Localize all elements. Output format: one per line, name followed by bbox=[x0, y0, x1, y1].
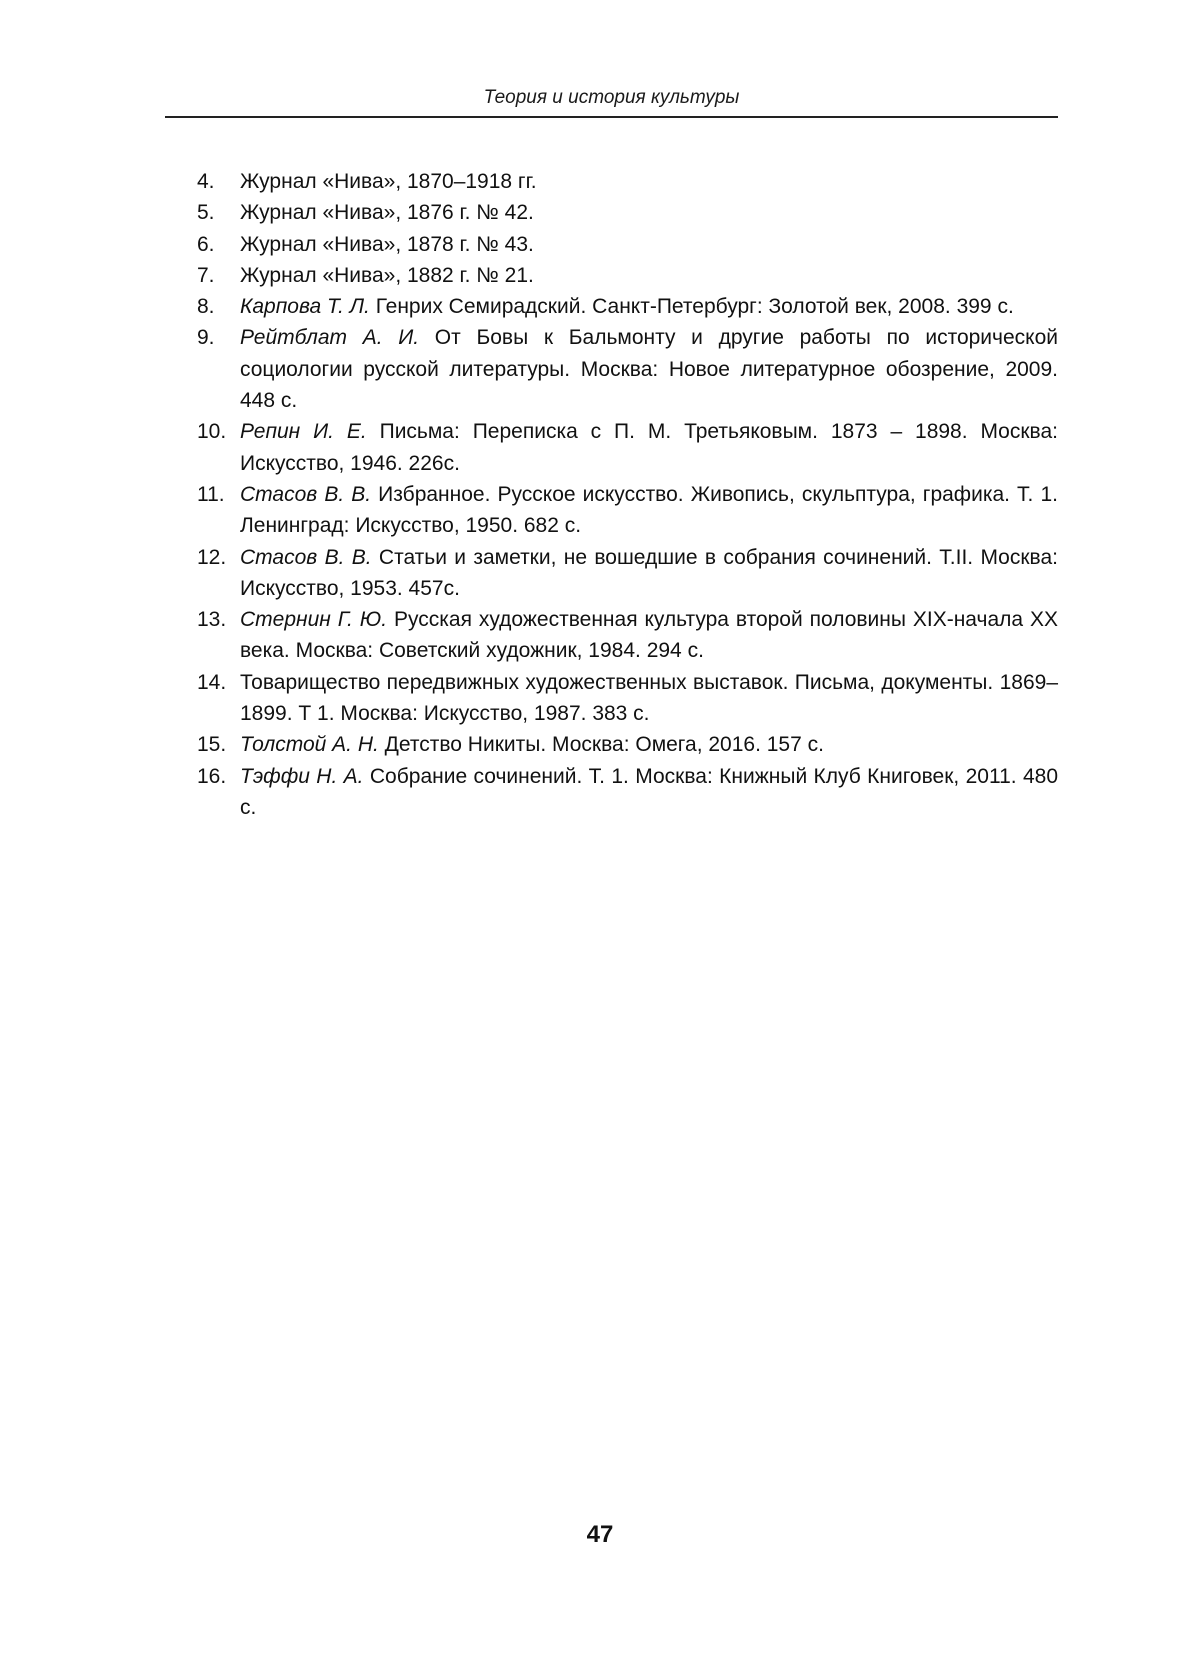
reference-number: 13. bbox=[197, 608, 227, 632]
reference-author: Стернин Г. Ю. bbox=[240, 608, 388, 632]
reference-author: Рейтблат А. И. bbox=[240, 326, 420, 350]
reference-text: Журнал «Нива», 1882 г. № 21. bbox=[240, 263, 534, 287]
reference-item bbox=[197, 291, 1058, 322]
reference-number: 4. bbox=[197, 170, 215, 193]
reference-number: 14. bbox=[197, 670, 227, 694]
reference-item bbox=[197, 667, 1058, 730]
reference-list bbox=[197, 166, 1058, 823]
reference-number: 8. bbox=[197, 295, 215, 319]
reference-text: Товарищество передвижных художественных выставок. Письма, документы. 1869–1899. Т 1. Москва: Искусство, 1987. 383 с. bbox=[240, 670, 1058, 726]
reference-number: 9. bbox=[197, 326, 215, 350]
reference-author: Репин И. Е. bbox=[240, 420, 367, 444]
reference-text: Избранное. Русское искусство. Живопись, скульптура, графика. Т. 1. Ленинград: Искусство, 1950. 682 с. bbox=[240, 482, 1058, 538]
reference-item bbox=[197, 197, 1058, 228]
reference-number: 12. bbox=[197, 545, 227, 569]
reference-item bbox=[197, 604, 1058, 667]
header-rule bbox=[165, 116, 1058, 118]
reference-number: 7. bbox=[197, 263, 215, 287]
reference-text: Журнал «Нива», 1870–1918 гг. bbox=[240, 170, 537, 193]
reference-item bbox=[197, 729, 1058, 760]
reference-item bbox=[197, 542, 1058, 605]
reference-text: Русская художественная культура второй половины XIX-начала XX века. Москва: Советский художник, 1984. 294 с. bbox=[240, 608, 1058, 663]
reference-item bbox=[197, 229, 1058, 260]
reference-text: Журнал «Нива», 1876 г. № 42. bbox=[240, 201, 534, 225]
reference-text: Генрих Семирадский. Санкт-Петербург: Золотой век, 2008. 399 с. bbox=[369, 295, 1014, 319]
reference-author: Стасов В. В. bbox=[240, 482, 372, 506]
reference-item bbox=[197, 761, 1058, 824]
reference-text: Статьи и заметки, не вошедшие в собрания сочинений. Т.II. Москва: Искусство, 1953. 457с. bbox=[240, 545, 1058, 600]
reference-number: 11. bbox=[197, 482, 225, 506]
reference-text: Журнал «Нива», 1878 г. № 43. bbox=[240, 232, 534, 256]
reference-text: Собрание сочинений. Т. 1. Москва: Книжный Клуб Книговек, 2011. 480 с. bbox=[240, 764, 1059, 819]
reference-number: 10. bbox=[197, 420, 227, 444]
reference-number: 16. bbox=[197, 764, 227, 788]
reference-number: 15. bbox=[197, 733, 227, 757]
reference-item bbox=[197, 260, 1058, 291]
reference-item bbox=[197, 166, 1058, 197]
reference-text: Детство Никиты. Москва: Омега, 2016. 157 с. bbox=[378, 733, 824, 757]
reference-text: От Бовы к Бальмонту и другие работы по исторической социологии русской литературы. Москва: Новое литературное обозрение, 2009. 448 с. bbox=[240, 326, 1058, 413]
reference-author: Толстой А. Н. bbox=[240, 733, 379, 757]
reference-item bbox=[197, 416, 1058, 479]
reference-item bbox=[197, 322, 1058, 416]
reference-text: Письма: Переписка с П. М. Третьяковым. 1873 – 1898. Москва: Искусство, 1946. 226с. bbox=[240, 420, 1058, 475]
reference-author: Карпова Т. Л. bbox=[240, 295, 370, 319]
running-title: Теория и история культуры bbox=[483, 87, 740, 108]
page-number: 47 bbox=[586, 1521, 614, 1548]
reference-author: Стасов В. В. bbox=[240, 545, 372, 569]
reference-number: 5. bbox=[197, 201, 215, 225]
reference-item bbox=[197, 479, 1058, 542]
reference-author: Тэффи Н. А. bbox=[240, 764, 364, 788]
reference-number: 6. bbox=[197, 232, 215, 256]
